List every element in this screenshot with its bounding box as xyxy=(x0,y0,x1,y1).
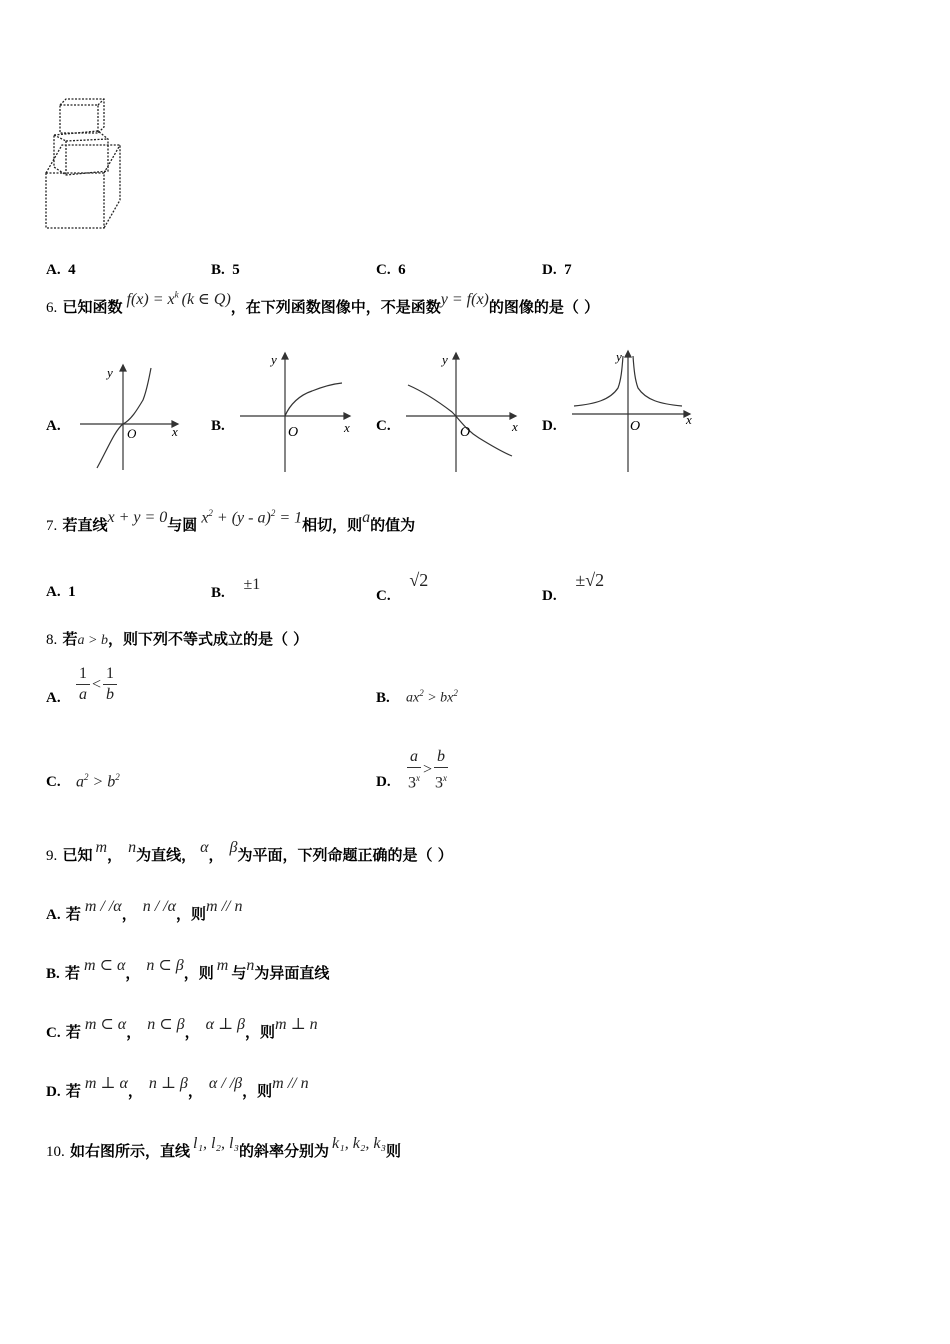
stem-text: 为直线， xyxy=(136,846,197,864)
q7-option-d[interactable] xyxy=(542,570,605,604)
question-6-stem xyxy=(46,289,600,317)
q7-option-b[interactable] xyxy=(211,576,261,601)
stem-text: 的值为 xyxy=(370,516,416,534)
y-axis-label: y xyxy=(107,365,113,380)
math-formula: y = f(x) xyxy=(440,291,489,308)
option-letter: B. xyxy=(211,262,225,278)
q7-option-a[interactable] xyxy=(46,584,76,601)
option-text: 5 xyxy=(232,262,240,278)
q9-option-a[interactable]: A. 若 m / /α ， n / /α ，则 m // n xyxy=(46,898,243,923)
question-number: 6. xyxy=(46,300,58,316)
q9-option-d[interactable]: D. 若 m ⊥ α ， n ⊥ β ， α / /β ，则 m // n xyxy=(46,1075,309,1100)
origin-label: O xyxy=(288,425,299,440)
option-text: ±1 xyxy=(243,576,261,593)
option-text: 6 xyxy=(398,262,406,278)
option-text: √2 xyxy=(409,570,429,590)
q6-option-d-letter[interactable]: D. xyxy=(542,418,557,434)
math-var: β xyxy=(229,839,238,856)
stem-text: ，在下列函数图像中，不是函数 xyxy=(230,298,441,316)
option-letter: B. xyxy=(46,966,60,982)
q8-option-d-letter[interactable]: D. xyxy=(376,774,391,790)
math-formula: l₁, l₂, l₃ xyxy=(193,1135,240,1152)
option-letter: B. xyxy=(211,585,225,601)
stem-text: 相切，则 xyxy=(302,516,363,534)
q9-option-c[interactable]: C. 若 m ⊂ α ， n ⊂ β ， α ⊥ β ，则 m ⊥ n xyxy=(46,1016,318,1041)
math-formula: k₁, k₂, k₃ xyxy=(332,1135,387,1152)
q6-graph-b[interactable] xyxy=(238,350,358,475)
stem-text: 则 xyxy=(386,1142,402,1160)
option-text: 7 xyxy=(564,262,572,278)
math-formula: $f(x) = x^k$ (k ∈ Q) xyxy=(126,289,231,308)
question-number: 10. xyxy=(46,1144,65,1160)
stem-text: 已知函数 xyxy=(62,298,123,316)
math-formula: $x^2 + (y - a)^2 = 1$ xyxy=(201,507,303,526)
question-8-stem xyxy=(46,628,308,649)
question-10-stem xyxy=(46,1135,402,1161)
stem-text: 已知 xyxy=(62,846,93,864)
stem-text: 的斜率分别为 xyxy=(239,1142,330,1160)
x-axis-label: x xyxy=(344,420,350,435)
stacked-cubes-figure xyxy=(40,95,130,235)
option-letter: C. xyxy=(376,588,391,604)
stem-text: 与圆 xyxy=(167,516,198,534)
stem-text: 若直线 xyxy=(62,516,108,534)
option-letter: D. xyxy=(542,588,557,604)
stem-text: 的图像的是（ ） xyxy=(488,298,600,316)
q8-option-b-math[interactable]: $ax^2 > bx^2$ xyxy=(406,688,458,706)
origin-label: O xyxy=(127,426,137,441)
option-letter: A. xyxy=(46,584,61,600)
math-var: m xyxy=(95,839,108,856)
q6-option-a-letter[interactable]: A. xyxy=(46,418,61,434)
stem-text: 为平面，下列命题正确的是（ ） xyxy=(237,846,453,864)
y-axis-label: y xyxy=(442,352,448,367)
q6-option-c-letter[interactable]: C. xyxy=(376,418,391,434)
q5-option-a[interactable] xyxy=(46,262,76,279)
q6-graph-d[interactable] xyxy=(570,348,700,475)
stem-text: ，则下列不等式成立的是（ ） xyxy=(107,630,309,648)
y-axis-label: y xyxy=(616,349,622,364)
math-var: n xyxy=(128,839,137,856)
q5-option-b[interactable] xyxy=(211,262,240,279)
option-letter: D. xyxy=(46,1084,61,1100)
question-9-stem: 9. 已知 m ， n 为直线， α ， β 为平面，下列命题正确的是（ ） xyxy=(46,839,453,864)
q6-graph-c[interactable] xyxy=(404,350,524,475)
q7-option-c[interactable] xyxy=(376,570,429,604)
question-number: 9. xyxy=(46,848,58,864)
stem-text: 如右图所示，直线 xyxy=(69,1142,190,1160)
q8-option-b-letter[interactable]: B. xyxy=(376,690,390,706)
option-text: ±√2 xyxy=(575,570,605,590)
question-number: 8. xyxy=(46,632,58,648)
y-axis-label: y xyxy=(271,352,277,367)
question-number: 7. xyxy=(46,518,58,534)
option-text: 1 xyxy=(68,584,76,600)
q8-option-a-letter[interactable]: A. xyxy=(46,690,61,706)
math-var: α xyxy=(200,839,209,856)
origin-label: O xyxy=(630,419,641,434)
q8-option-d-math[interactable]: $\frac{a}{3^x}$ > $\frac{b}{3^x}$ xyxy=(408,748,448,792)
origin-label: O xyxy=(460,425,471,440)
option-letter: A. xyxy=(46,907,61,923)
q6-option-b-letter[interactable]: B. xyxy=(211,418,225,434)
option-letter: C. xyxy=(376,262,391,278)
x-axis-label: x xyxy=(512,419,518,434)
option-letter: A. xyxy=(46,262,61,278)
q8-option-c-letter[interactable]: C. xyxy=(46,774,61,790)
question-7-stem xyxy=(46,507,416,535)
math-formula: a > b xyxy=(77,633,108,648)
option-letter: D. xyxy=(542,262,557,278)
math-formula: x + y = 0 xyxy=(107,509,168,526)
math-var: a xyxy=(362,509,371,526)
option-text: 4 xyxy=(68,262,76,278)
q8-option-a-math[interactable]: $\frac{1}{a}$ < $\frac{1}{b}$ xyxy=(74,664,119,705)
q8-option-c-math[interactable]: $a^2 > b^2$ xyxy=(76,772,120,791)
q6-graph-a[interactable] xyxy=(75,360,185,475)
option-letter: C. xyxy=(46,1025,61,1041)
stem-text: 若 xyxy=(62,630,78,648)
q5-option-c[interactable] xyxy=(376,262,406,279)
q9-option-b[interactable]: B. 若 m ⊂ α ， n ⊂ β ，则 m 与 n 为异面直线 xyxy=(46,957,330,982)
q5-option-d[interactable] xyxy=(542,262,572,279)
x-axis-label: x xyxy=(172,424,178,439)
x-axis-label: x xyxy=(686,412,692,427)
